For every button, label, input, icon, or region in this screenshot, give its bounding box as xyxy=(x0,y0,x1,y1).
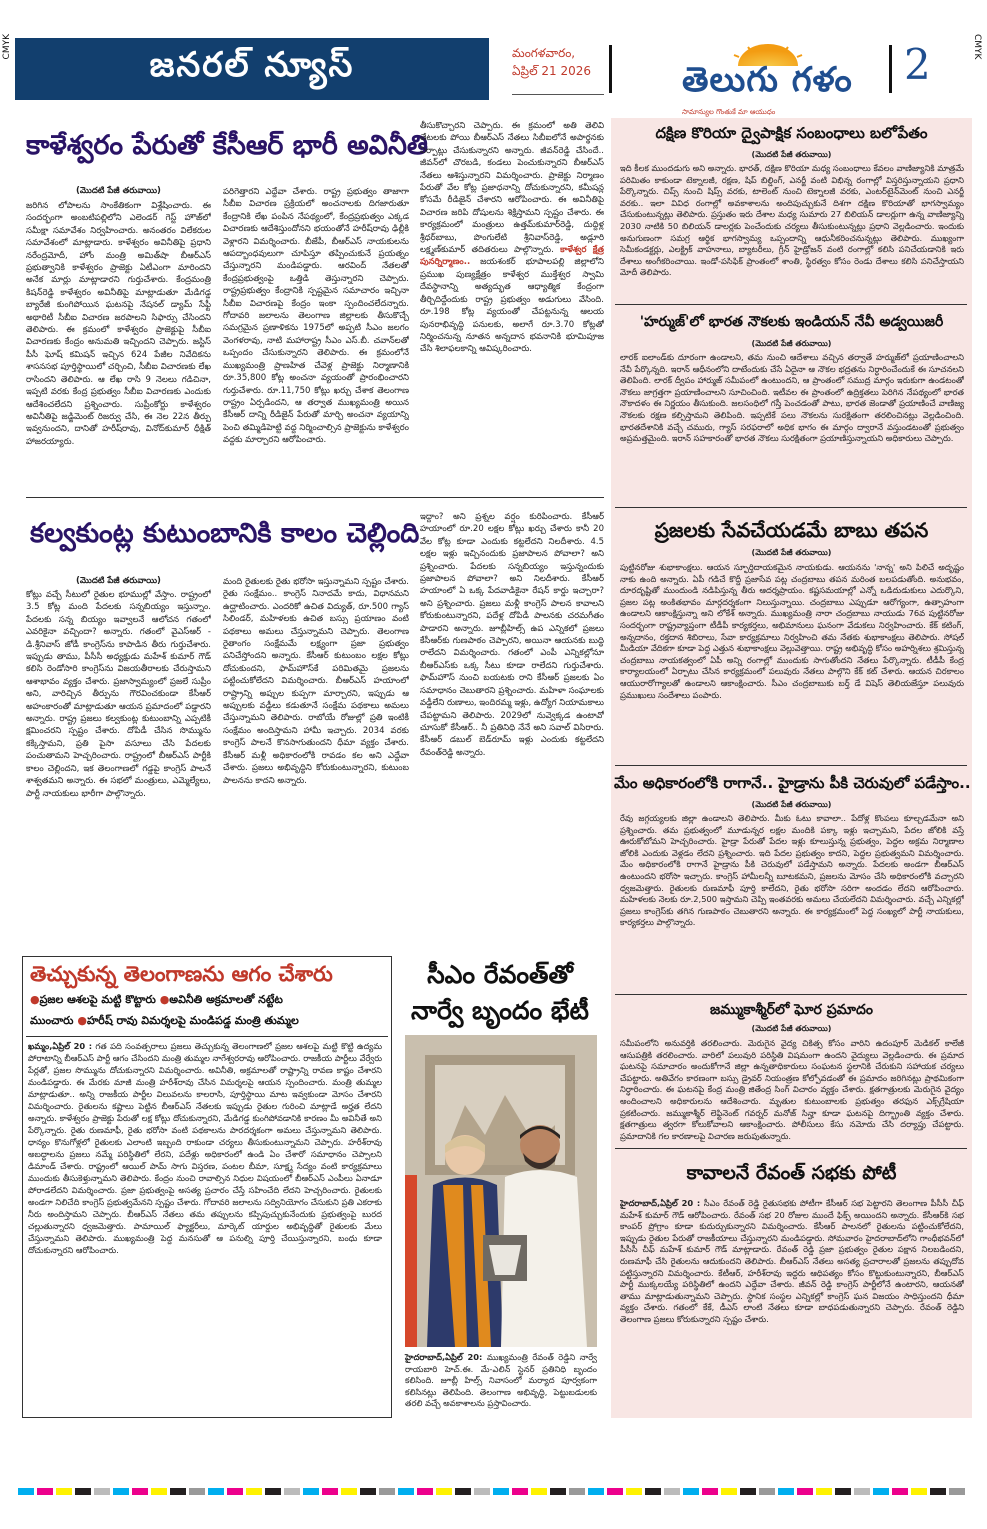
sidebar-s2-kicker: (మొదటి పేజీ తరువాయి) xyxy=(751,339,832,348)
divider xyxy=(615,765,967,766)
sidebar-s3-headline: ప్రజలకు సేవచేయడమే బాబు తపన xyxy=(654,518,929,542)
masthead-logo xyxy=(682,44,862,118)
page-number: 2 xyxy=(904,40,931,89)
date-full: ఏప్రిల్ 21 2026 xyxy=(512,64,592,78)
story4-dateline: హైదరాబాద్,ఏప్రిల్ 20: xyxy=(405,1352,483,1362)
story1-subhead: కాళేశ్వర క్షేత్ర పునర్నిర్మాణం.. xyxy=(420,245,604,268)
divider xyxy=(609,45,612,93)
story4-headline-1: సీఎం రేవంత్‌తో xyxy=(427,960,573,989)
divider xyxy=(615,507,967,508)
story1-column-2: పరిగెత్తారని ఎద్దేవా చేశారు. రాష్ట్ర ప్రభుత్వం తాజాగా సీబీఐ విచారణ ప్రక్రియలో అంచనాలకు దిగజారుతూ కేంద్రానికి లేఖ పంపిన నేపథ్యంలో, కేంద్రప్రభుత్వం ఎక్కడ విచారణకు ఆదేశిస్తుందోనని భయంతోనే హరీష్‌రావు ఢిల్లీకి వెళ్లారని విమర్శించారు. బీజేపీ, బీఆర్ఎస్ నాయకులను ఆపద్బాంధవులుగా చూపిస్తూ తప్పించుకునే ప్రయత్నం చేస్తున్నారని మండిపడ్డారు. ఆరవింద్ నేతలతో కేంద్రప్రభుత్వంపై ఒత్తిడి తెస్తున్నారని చెప్పారు. రాష్ట్రప్రభుత్వం కేంద్రానికి స్పష్టమైన సమాచారం ఇచ్చినా సీబీఐ విచారణపై కేంద్రం ఇంకా స్పందించలేదన్నారు. గోదావరి జలాలను తెలంగాణ జిల్లాలకు తీసుకొచ్చే సమగ్రమైన ప్రణాళికను 1975లో అప్పటి సీఎం జలగం వెంగళరావు, నాటి మహారాష్ట్ర సీఎం ఎస్.బీ. చవాన్‌లతో ఒప్పందం చేసుకున్నారని తెలిపారు. ఈ క్రమంలోనే ముఖ్యమంత్రి ప్రాణహిత చేవెళ్ల ప్రాజెక్టు నిర్మాణానికి రూ.35,800 కోట్ల అంచనా వ్యయంతో ప్రారంభించారని గుర్తుచేశారు. రూ.11,750 కోట్లు ఖర్చు చేశాక తెలంగాణ రాష్ట్రం ఏర్పడిందని, ఆ తర్వాత ముఖ్యమంత్రి అయిన కేసీఆర్ దాన్ని రీడిజైన్ పేరుతో మార్చి అంచనా వ్యయాన్ని పెంచి తమ్మిడిహెట్టి వద్ద నిర్మించాల్సిన ప్రాజెక్టును కాళేశ్వరం వద్దకు మార్చారని ఆరోపించారు. xyxy=(223,187,409,446)
story3-headline: తెచ్చుకున్న తెలంగాణను ఆగం చేశారు xyxy=(30,962,333,986)
story4-headline xyxy=(404,960,596,1032)
sidebar-s1-kicker: (మొదటి పేజీ తరువాయి) xyxy=(751,150,832,159)
date-weekday: మంగళవారం, xyxy=(512,46,576,60)
divider xyxy=(26,1036,388,1037)
sidebar-s3-kicker: (మొదటి పేజీ తరువాయి) xyxy=(751,548,832,557)
sidebar-s6-body xyxy=(620,1198,964,1414)
meeting-photo-illustration xyxy=(405,1035,597,1347)
story1-column-1: జరిగిన లోపాలను సాంకేతికంగా విశ్లేషించారు. ఈ సందర్భంగా అంబటిపల్లిలోని ఎలెండర్ గెస్ట్ హౌజ్‌లో సమీక్షా సమావేశం నిర్వహించారు. అనంతరం విలేకరుల సమావేశంలో మాట్లాడారు. కాళేశ్వరం అవినీతిపై ప్రధాని నరేంద్రమోదీ, హోం మంత్రి అమిత్‌షా బీఆర్ఎస్ ప్రభుత్వానికి కాళేశ్వరం ప్రాజెక్టు ఏటీఎంగా మారిందని అనేక మార్లు మాట్లాడారని గుర్తుచేశారు. కేంద్రమంత్రి కిషన్‌రెడ్డి కాళేశ్వరం అవినీతిపై మాట్లాడుతూ మేడిగడ్డ బ్యారేజీ కుంగిపోయిన ఘటనపై నేషనల్ డ్యామ్ సేఫ్టీ అథారిటీ సీబీఐ విచారణ జరపాలని సిఫార్సు చేసిందని తెలిపారు. ఈ క్రమంలో కాళేశ్వరం ప్రాజెక్టుపై సీబీఐ విచారణకు కేంద్రం అనుమతి ఇచ్చిందని చెప్పారు. జస్టిస్ పీసీ ఘోష్ కమిషన్ ఇచ్చిన 624 పేజీల నివేదికను శాసనసభ పూర్తిస్థాయిలో చర్చించి, సీబీఐ విచారణకు లేఖ రాసిందని తెలిపారు. ఆ లేఖ రాసి 9 నెలలు గడిచినా, ఇప్పటి వరకు కేంద్ర ప్రభుత్వం సీబీఐ విచారణకు ఎందుకు ఆదేశించలేదని ప్రశ్నించారు. సుప్రీంకోర్టు కాళేశ్వరం అవినీతిపై జడ్జిమెంట్ రిజర్వు చేసి, ఈ నెల 22న తీర్పు ఇవ్వనుందని, దానితో హరీష్‌రావు, వినోద్‌కుమార్ ధీక్షిత్ హాజరయ్యారు. xyxy=(26,201,211,447)
sidebar-s1-headline: దక్షిణ కొరియా ద్వైపాక్షిక సంబంధాలు బలోపేతం xyxy=(655,124,928,142)
sidebar-s5-headline: జమ్ముకాశ్మీర్‌లో ఘోర ప్రమాదం xyxy=(710,1002,873,1018)
story4-headline-2: నార్వే బృందం భేటీ xyxy=(411,996,589,1025)
sidebar-s1-body: ఇది కీలక ముందడుగు అని అన్నారు. భారత్, దక్షిణ కొరియా మధ్య సంబంధాలు కేవలం వాణిజ్యానికి మాత్రమే పరిమితం కాకుండా టెక్నాలజీ, రక్షణ, షిప్ బిల్డింగ్, ఎనర్జీ వంటి విభిన్న రంగాల్లో విస్తరిస్తున్నాయని ప్రధాని పేర్కొన్నారు. చిప్స్ నుంచి షిప్స్ వరకు, టాలెంట్ నుంచి టెక్నాలజీ వరకు, ఎంటర్‌టైన్‌మెంట్ నుంచి ఎనర్జీ వరకు.. ఇలా వివిధ రంగాల్లో అవకాశాలను అందిపుచ్చుకునే దిశగా దక్షిణ కొరియాతో భాగస్వామ్యం చేసుకుంటున్నట్లు తెలిపారు. ప్రస్తుతం ఇరు దేశాల మధ్య సుమారు 27 బిలియన్ డాలర్లుగా ఉన్న వాణిజ్యాన్ని 2030 నాటికి 50 బిలియన్ డాలర్లకు పెంచేందుకు చర్యలు తీసుకుంటున్నట్లు ప్రధాని వెల్లడించారు. ఇందుకు అనుగుణంగా సమగ్ర ఆర్థిక భాగస్వామ్య ఒప్పందాన్ని ఆధునీకరించనున్నట్లు తెలిపారు. ముఖ్యంగా సెమీకండక్టర్లు, ఎలక్ట్రిక్ వాహనాలు, బ్యాటరీలు, గ్రీన్ హైడ్రోజన్ వంటి రంగాల్లో కలిసి పనిచేయడానికి ఇరు దేశాలు అంగీకరించాయి. ఇండో-పసిఫిక్ ప్రాంతంలో శాంతి, స్థిరత్వం కోసం రెండు దేశాలు కలిసి పనిచేస్తాయని మోదీ తెలిపారు. xyxy=(620,163,964,278)
section-title-bar xyxy=(15,38,489,100)
sidebar-s4-kicker: (మొదటి పేజీ తరువాయి) xyxy=(751,800,832,809)
sidebar-s4-headline: మేం అధికారంలోకి రాగానే.. హైడ్రాను పీకి చెరువులో పడేస్తాం.. xyxy=(614,774,971,792)
story1-kicker: (మొదటి పేజీ తరువాయి) xyxy=(76,186,161,196)
story3-subheads-2 xyxy=(30,1014,299,1030)
sidebar-s5-kicker: (మొదటి పేజీ తరువాయి) xyxy=(751,1024,832,1033)
story3-sub-d: హరీష్ రావు విమర్శలపై మండిపడ్డ మంత్రి తుమ్మల xyxy=(86,1014,299,1027)
sidebar-s6-text: సీఎం రేవంత్ రెడ్డి రైతుసభకు పోటీగా కేసీఆర్ సభ పెట్టారని తెలంగాణ పీసీసీ చీఫ్ మహేశ్ కుమార్ గౌడ్ ఆరోపించారు. రేవంత్ సభ 20 రోజుల ముందే ఫిక్స్ అయిందని అన్నారు. కేసీఆర్‌కి సభ కాంపర్ ప్రోగ్రాం కూడా కుదుర్చుకున్నారని విమర్శించారు. కేసీఆర్ పాలనలో రైతులను పట్టించుకోలేదని, ఇప్పుడు రైతుల పేరుతో రాజకీయాలు చేస్తున్నారని మండిపడ్డారు. సోమవారం హైదరాబాద్‌లోని గాంధీభవన్‌లో పీసీసీ చీఫ్ మహేశ్ కుమార్ గౌడ్ మాట్లాడారు. రేవంత్ రెడ్డి ప్రజా ప్రభుత్వం రైతుల పక్షాన నిలబడిందని, రుణమాఫీ చేసి రైతులను ఆదుకుందని తెలిపారు. బీఆర్ఎస్ నేతలు అసత్య ప్రచారాలతో ప్రజలను తప్పుదోవ పట్టిస్తున్నారని విమర్శించారు. కేటీఆర్, హరీశ్‌రావు ఇద్దరు ఆధిపత్యం కోసం కొట్టుకుంటున్నారని, బీఆర్ఎస్ పార్టీ ముక్కలయ్యే పరిస్థితిలో ఉందని ఎద్దేవా చేశారు. జీవన్ రెడ్డి కాంగ్రెస్ పార్టీలోనే ఉంటారని, ఆయనతో తాము మాట్లాడుతున్నామని చెప్పారు. స్థానిక సంస్థల ఎన్నికల్లో కాంగ్రెస్ ఘన విజయం సాధిస్తుందని ధీమా వ్యక్తం చేశారు. గతంలో కేకే, డీఎస్ లాంటి నేతలు కూడా బాధపడుతున్నారని చెప్పారు. రేవంత్ రెడ్డిని తెలంగాణ ప్రజలు కోరుకున్నారని స్పష్టం చేశారు. xyxy=(620,1198,964,1324)
sidebar-s2-headline: 'హర్ముజ్'లో భారత నౌకలకు ఇండియన్ నేవీ అడ్వయిజరీ xyxy=(639,314,944,330)
cmyk-mark-right: CMYK xyxy=(972,34,982,60)
story2-column-3: ఇద్దాం? అని ప్రశ్నల వర్షం కురిపించారు. కేసీఆర్ హయాంలో రూ.20 లక్షల కోట్లు ఖర్చు చేశారు కానీ 20 వేల కోట్ల కూడా ఎందుకు కట్టలేదని నిలదీశారు. 4.5 లక్షల ఇళ్లు ఇచ్చినందుకు ప్రజాపాలన పోవాలా? అని ప్రశ్నించారు. పేదలకు సన్నబియ్యం ఇస్తున్నందుకు ప్రజాపాలన పోవాలా? అని నిలదీశారు. కేసీఆర్ హయాంలో ఏ ఒక్క పేదవాడికైనా రేషన్ కార్డు ఇచ్చారా? అని ప్రశ్నించారు. ప్రజలు మళ్లీ కాంగ్రెస్ పాలన కావాలని కోరుకుంటున్నారని, పదేళ్ల దోపిడీ పాలనకు చరమగీతం పాడారని అన్నారు. జూబ్లీహిల్స్ ఉప ఎన్నికలో ప్రజలు కేసీఆర్‌కు గుణపాఠం చెప్పారని, అయినా ఆయనకు బుద్ధి రాలేదని విమర్శించారు. గతంలో ఎంపీ ఎన్నికల్లోనూ బీఆర్ఎస్‌కు ఒక్క సీటు కూడా రాలేదని గుర్తుచేశారు. ఫామ్‌హౌస్ నుంచి బయటకు రాని కేసీఆర్ ప్రజలకు ఏం సమాధానం చెబుతారని ప్రశ్నించారు. మహిళా సంఘాలకు వడ్డీలేని రుణాలు, ఇందిరమ్మ ఇళ్లు, ఉద్యోగ నియామకాలు చేపట్టామని తెలిపారు. 2029లో నువ్వెక్కడ ఉంటావో చూసుకో కేసీఆర్.. నీ ప్రతినిధి నేనే అని సవాల్ విసిరారు. కేసీఆర్ డబుల్ బెడ్‌రూమ్ ఇళ్లు ఎందుకు కట్టలేదని రేవంత్‌రెడ్డి అన్నారు. xyxy=(420,512,604,758)
sidebar-s5-body: సమీపంలోని అనువర్తికి తరలించారు. మెరుగైన వైద్య చికిత్స కోసం వారిని ఉదంపూర్ మెడికల్ కాలేజీ ఆసుపత్రికి తరలించారు. వారిలో పలువురి పరిస్థితి విషమంగా ఉందని వైద్యులు వెల్లడించారు. ఈ ప్రమాద ఘటనపై సమాచారం అందుకోగానే జిల్లా ఉన్నతాధికారులు సంఘటన స్థలానికి చేరుకుని సహాయక చర్యలు చేపట్టారు. అతివేగం కారణంగా బస్సు డ్రైవర్ నియంత్రణ కోల్పోవడంతో ఈ ప్రమాదం జరిగినట్లు ప్రాథమికంగా నిర్ధారించారు. ఈ ఘటనపై కేంద్ర మంత్రి జితేంద్ర సింగ్ విచారం వ్యక్తం చేశారు. క్షతగాత్రులకు మెరుగైన వైద్యం అందించాలని అధికారులను ఆదేశించారు. మృతుల కుటుంబాలకు ప్రభుత్వం తరఫున ఎక్స్‌గ్రేషియా ప్రకటించారు. జమ్ముకాశ్మీర్ లెఫ్టినెంట్ గవర్నర్ మనోజ్ సిన్హా కూడా ఘటనపై దిగ్భ్రాంతి వ్యక్తం చేశారు. క్షతగాత్రులు త్వరగా కోలుకోవాలని ఆకాంక్షించారు. పోలీసులు కేసు నమోదు చేసి దర్యాప్తు చేపట్టారు. ప్రమాదానికి గల కారణాలపై విచారణ జరుపుతున్నారు. xyxy=(620,1038,964,1141)
logo-tagline: సామాన్యుల గొంతుకే మా ఆయుధం xyxy=(682,108,776,116)
story4-caption-text: ముఖ్యమంత్రి రేవంత్ రెడ్డిని నార్వే రాయబారి హెచ్.ఈ. మే-ఎలిన్ స్టెనర్ ప్రతినిధి బృందం కలిసింది. జూబ్లీ హిల్స్ నివాసంలో మర్యాద పూర్వకంగా కలిసినట్లు తెలిపింది. తెలంగాణ అభివృద్ధి, పెట్టుబడులకు తరలి వచ్చే అవకాశాలను ప్రస్తావించారు. xyxy=(405,1352,597,1408)
news-photo xyxy=(405,1035,597,1347)
bullet-icon: ● xyxy=(159,993,170,1006)
logo-wordmark: తెలుగు గళం xyxy=(682,60,853,100)
story2-column-1: కోట్లు వచ్చే సీటులో రైతుల భూముల్లో వేస్తాం. రాష్ట్రంలో 3.5 కోట్ల మంది పేదలకు సన్నబియ్యం ఇస్తున్నాం. పేదలకు సన్న బియ్యం ఇవ్వాలనే ఆలోచన గతంలో ఎవరికైనా వచ్చిందా? అన్నారు. గతంలో వైఎస్ఆర్ - డి.శ్రీనివాస్ జోడీ కాంగ్రెస్‌ను కాపాడిన తీరు గుర్తుచేశారు. ఇప్పుడు తాము, పీసీసీ అధ్యక్షుడు మహేశ్ కుమార్ గౌడ్ కలిసి రెండోసారి కాంగ్రెస్‌ను విజయతీరాలకు చేరుస్తామని ఆశాభావం వ్యక్తం చేశారు. ప్రజాస్వామ్యంలో ప్రజలే సుప్రీం అని, వారిచ్చిన తీర్పును గౌరవించకుండా కేసీఆర్ అహంకారంతో మాట్లాడుతూ ఆయన ప్రమాదంలో పడ్డారని అన్నారు. రాష్ట్ర ప్రజలు కల్వకుంట్ల కుటుంబాన్ని ఎప్పటికీ క్షమించరని స్పష్టం చేశారు. దోపిడీ చేసిన సొమ్మును కక్కిస్తామని, ప్రతి పైసా వసూలు చేసి పేదలకు పంచుతామని హెచ్చరించారు. రాష్ట్రంలో బీఆర్ఎస్ పార్టీకి కాలం చెల్లిందని, ఇక తెలంగాణలో గడ్డపై కాంగ్రెస్ పాలనే శాశ్వతమని అన్నారు. ఈ సభలో మంత్రులు, ఎమ్మెల్యేలు, పార్టీ నాయకులు భారీగా పాల్గొన్నారు. xyxy=(26,590,211,799)
sidebar-s4-body: రేవు జగ్గయ్యలకు జిల్లా ఉండాలని తెలిపారు. మీకు ఓటు కావాలా.. పేదోళ్ల కొంపలు కూల్చడమేనా అని ప్రశ్నించారు. తమ ప్రభుత్వంలో మూడున్నర లక్షల మందికి పక్కా ఇళ్లు ఇచ్చామని, పేదల జోలికి వస్తే ఊరుకోబోమని హెచ్చరించారు. హైడ్రా పేరుతో పేదల ఇళ్లు కూలుస్తున్న ప్రభుత్వం, పెద్దల అక్రమ నిర్మాణాల జోలికి ఎందుకు వెళ్లడం లేదని ప్రశ్నించారు. ఇది పేదల ప్రభుత్వం కాదని, పెద్దల ప్రభుత్వమని విమర్శించారు. మేం అధికారంలోకి రాగానే హైడ్రాను పీకి చెరువులో పడేస్తామని అన్నారు. పేదలకు అండగా బీఆర్ఎస్ ఉంటుందని భరోసా ఇచ్చారు. కాంగ్రెస్ హామీలన్నీ బూటకమని, ప్రజలను మోసం చేసి అధికారంలోకి వచ్చారని ధ్వజమెత్తారు. రైతులకు రుణమాఫీ పూర్తి కాలేదని, రైతు భరోసా సరిగా అందడం లేదని ఆరోపించారు. మహిళలకు నెలకు రూ.2,500 ఇస్తామని చెప్పి ఇంతవరకు అమలు చేయలేదని విమర్శించారు. వచ్చే ఎన్నికల్లో ప్రజలు కాంగ్రెస్‌కు తగిన గుణపాఠం చెబుతారని అన్నారు. ఈ కార్యక్రమంలో పెద్ద సంఖ్యలో పార్టీ నాయకులు, కార్యకర్తలు పాల్గొన్నారు. xyxy=(620,813,964,928)
divider xyxy=(615,1148,967,1149)
sidebar-s6-headline: కావాలనే రేవంత్ సభకు పోటీ xyxy=(686,1162,897,1184)
story2-column-2: మంది రైతులకు రైతు భరోసా ఇస్తున్నామని స్పష్టం చేశారు. రైతు సంక్షేమం.. కాంగ్రెస్ నినాదమే కాదు, విధానమని ఉద్ఘాటించారు. ఎందరికో ఉచిత విద్యుత్, రూ.500 గ్యాస్ సిలిండర్, మహిళలకు ఉచిత బస్సు ప్రయాణం వంటి పథకాలు అమలు చేస్తున్నామని చెప్పారు. తెలంగాణ రైతాంగం సంక్షేమమే లక్ష్యంగా ప్రజా ప్రభుత్వం పనిచేస్తోందని అన్నారు. కేసీఆర్ కుటుంబం లక్షల కోట్లు దోచుకుందని, ఫామ్‌హౌస్‌కే పరిమితమై ప్రజలను పట్టించుకోలేదని విమర్శించారు. బీఆర్ఎస్ హయాంలో రాష్ట్రాన్ని అప్పుల కుప్పగా మార్చారని, ఇప్పుడు ఆ అప్పులకు వడ్డీలు కడుతూనే సంక్షేమ పథకాలు అమలు చేస్తున్నామని తెలిపారు. రాబోయే రోజుల్లో ప్రతి ఇంటికీ సంక్షేమం అందిస్తామని హామీ ఇచ్చారు. 2034 వరకు కాంగ్రెస్ పాలనే కొనసాగుతుందని ధీమా వ్యక్తం చేశారు. కేసీఆర్ మళ్లీ అధికారంలోకి రావడం కల అని ఎద్దేవా చేశారు. ప్రజలు అభివృద్ధిని కోరుకుంటున్నారని, కుటుంబ పాలనను కాదని అన్నారు. xyxy=(223,577,409,786)
sidebar-s3-body: పుట్టినరోజు శుభాకాంక్షలు. ఆయన స్ఫూర్తిదాయకమైన నాయకుడు. ఆయనను 'నాన్న' అని పిలిచే అదృష్టం నాకు ఉంది అన్నారు. ఏపీ గడిచే కొద్దీ ప్రజాసేవ పట్ల చంద్రబాబు తపన మరింత బలపడుతోంది. అనుభవం, దూరదృష్టితో ముందుండి నడిపిస్తున్న తీరు ఆదర్శప్రాయం. కష్టసమయాల్లో ఎన్నో ఒడిదుడుకులు ఎదుర్కొని, ప్రజల పట్ల అంకితభావం మార్గదర్శకంగా నిలుస్తున్నాయి. చంద్రబాబు ఎప్పుడూ ఆరోగ్యంగా, ఉత్సాహంగా ఉండాలని ఆకాంక్షిస్తున్నా అని లోకేశ్ అన్నారు. ముఖ్యమంత్రి నారా చంద్రబాబు నాయుడు 76వ పుట్టినరోజు సందర్భంగా రాష్ట్రవ్యాప్తంగా టీడీపీ కార్యకర్తలు, అభిమానులు ఘనంగా వేడుకలు నిర్వహించారు. కేక్ కటింగ్, అన్నదానం, రక్తదాన శిబిరాలు, సేవా కార్యక్రమాలు నిర్వహించి తమ నేతకు శుభాకాంక్షలు తెలిపారు. సోషల్ మీడియా వేదికగా కూడా పెద్ద ఎత్తున శుభాకాంక్షలు వెల్లువెత్తాయి. రాష్ట్ర అభివృద్ధి కోసం అహర్నిశలు శ్రమిస్తున్న చంద్రబాబు నాయకత్వంలో ఏపీ అన్ని రంగాల్లో ముందుకు సాగుతోందని నేతలు పేర్కొన్నారు. టీడీపీ కేంద్ర కార్యాలయంలో ఏర్పాటు చేసిన కార్యక్రమంలో పలువురు నేతలు పాల్గొని కేక్ కట్ చేశారు. ఆయన చిరకాలం ఆయురారోగ్యాలతో ఉండాలని ఆకాంక్షించారు. సీఎం చంద్రబాబుకు బర్త్ డే విషెస్ తెలియజేస్తూ పలువురు ప్రముఖులు సందేశాలు పంపారు. xyxy=(620,562,964,700)
section-title: జనరల్ న్యూస్ xyxy=(149,45,355,85)
story2-headline: కల్వకుంట్ల కుటుంబానికి కాలం చెల్లింది xyxy=(30,518,420,549)
cmyk-mark-left: CMYK xyxy=(2,34,12,60)
story3-sub-a: ప్రజల ఆశలపై మట్టి కొట్టారు xyxy=(39,993,156,1006)
divider xyxy=(26,497,604,498)
bullet-icon: ● xyxy=(77,1014,87,1027)
story1-column-3 xyxy=(420,120,604,487)
story1-col3-text: తీసుకొచ్చారని చెప్పారు. ఈ క్రమంలో అతి తెలివి తేటలకు పోయి బీఆర్ఎస్ నేతలు సిబీఐలోనే అపార్థనకు ఏర్పాట్లు చేసుకున్నారని అన్నారు. జీవన్‌రెడ్డి చేసిందే.. జీవన్‌లో చొరబడి, కండలు పెంచుకున్నారని బీఆర్ఎస్ నేతలు ఆశిస్తున్నారని విమర్శించారు. ప్రాజెక్టు నిర్మాణం పేరుతో వేల కోట్ల ప్రజాధనాన్ని దోచుకున్నారని, కమీషన్ల కోసమే రీడిజైన్ చేశారని ఆరోపించారు. ఈ అవినీతిపై విచారణ జరిపి దోషులను శిక్షిస్తామని స్పష్టం చేశారు. ఈ కార్యక్రమంలో మంత్రులు ఉత్తమ్‌కుమార్‌రెడ్డి, దుద్దిళ్ల శ్రీధర్‌బాబు, పొంగులేటి శ్రీనివాస్‌రెడ్డి, అడ్లూరి లక్ష్మణ్‌కుమార్ తదితరులు పాల్గొన్నారు. xyxy=(420,121,604,256)
issue-date xyxy=(512,44,612,95)
story3-sub-b: అవినీతి అక్రమాలతో నట్టేట xyxy=(169,993,283,1006)
story4-caption xyxy=(405,1352,597,1410)
divider xyxy=(615,304,967,305)
divider xyxy=(615,994,967,995)
story3-subheads-1 xyxy=(30,993,283,1009)
sidebar-s2-body: లారక్ ఐలాండ్‌కు దూరంగా ఉండాలని, తమ నుంచి ఆదేశాలు వచ్చిన తర్వాతే హర్ముజ్‌లో ప్రయాణించాలని నేవీ పేర్కొన్నది. ఇరాన్ ఆధీనంలోని దాటేందుకు చేసే ఏదైనా ఆ నౌకల భద్రతను నిర్ధారించేందుకే ఈ సూచనలని తెలిపింది. లారక్ ద్వీపం హార్ముజ్ సమీపంలో ఉంటుందని, ఆ ప్రాంతంలో సముద్ర మార్గం ఇరుకుగా ఉండటంతో నౌకలు జాగ్రత్తగా ప్రయాణించాలని సూచించింది. ఇటీవల ఈ ప్రాంతంలో ఉద్రిక్తతలు పెరిగిన నేపథ్యంలో భారత నౌకాదళం ఈ నిర్ణయం తీసుకుంది. జలసంధిలో గస్తీ పెంచడంతో పాటు, భారత జెండాతో ప్రయాణించే వాణిజ్య నౌకలకు రక్షణ కల్పిస్తామని తెలిపింది. ఇప్పటికే పలు నౌకలను సురక్షితంగా తరలించినట్లు వెల్లడించింది. భారతదేశానికి వచ్చే చమురు, గ్యాస్ సరఫరాలో అధిక భాగం ఈ మార్గం ద్వారానే వస్తుండటంతో ప్రభుత్వం అప్రమత్తమైంది. ఇరాన్ సహకారంతో భారత నౌకలు సురక్షితంగా ప్రయాణిస్తున్నాయని అధికారులు చెప్పారు. xyxy=(620,352,964,444)
divider xyxy=(889,45,892,93)
print-color-strip xyxy=(18,1488,968,1495)
story3-sub-c: ముంచారు xyxy=(30,1014,74,1027)
bullet-icon: ● xyxy=(30,993,40,1006)
sidebar-s6-dateline: హైదరాబాద్,ఏప్రిల్ 20 : xyxy=(620,1198,701,1208)
story3-body xyxy=(28,1040,382,1410)
story1-headline: కాళేశ్వరం పేరుతో కేసీఆర్ భారీ అవినీతి xyxy=(26,130,429,161)
story3-text: గత పది సంవత్సరాలు ప్రజలు తెచ్చుకున్న తెలంగాణలో ప్రజల ఆశలపై మట్టి కొట్టి ఉద్యమ పోరాటాన్ని బీఆర్ఎస్ పార్టీ ఆగం చేసిందని మంత్రి తుమ్మల నాగేశ్వరరావు ఆరోపించారు. రాజకీయ పార్టీలు వేర్వేరు పేర్లతో, ప్రజల సొమ్మును దోచుకున్నారని విమర్శించారు. అవినీతి, అక్రమాలతో రాష్ట్రాన్ని రావణ కాష్టం చేశారని మండిపడ్డారు. ఈ మేరకు మాజీ మంత్రి హరీశ్‌రావు చేసిన విమర్శలపై ఆయన స్పందించారు. మంత్రి తుమ్మల మాట్లాడుతూ.. అన్ని రాజకీయ పార్టీల విలువలను కాలరాసి, పూర్తిస్థాయి మాట ఇవ్వకుండా మోసం చేశారని విమర్శించారు. రైతులను కష్టాలు పెట్టిన బీఆర్ఎస్ నేతలకు ఇప్పుడు రైతుల గురించి మాట్లాడే అర్హత లేదని అన్నారు. కాళేశ్వరం ప్రాజెక్టు పేరుతో లక్ష కోట్లు దోచుకున్నారని, మేడిగడ్డ కుంగిపోవడానికి కారణం మీ అవినీతే అని పేర్కొన్నారు. రైతు రుణమాఫీ, రైతు భరోసా వంటి పథకాలను పారదర్శకంగా అమలు చేస్తున్నామని తెలిపారు. ధాన్యం కొనుగోళ్లలో రైతులకు ఎలాంటి ఇబ్బంది రాకుండా చర్యలు తీసుకుంటున్నామని చెప్పారు. హరీశ్‌రావు అబద్ధాలను ప్రజలు నమ్మే పరిస్థితిలో లేరని, పదేళ్లు అధికారంలో ఉండి ఏం చేశారో సమాధానం చెప్పాలని డిమాండ్ చేశారు. రాష్ట్రంలో ఆయిల్ పామ్ సాగు విస్తరణ, పంటల బీమా, సూక్ష్మ సేద్యం వంటి కార్యక్రమాలు ముందుకు తీసుకెళ్తున్నామని తెలిపారు. కేంద్రం నుంచి రావాల్సిన నిధుల విషయంలో బీఆర్ఎస్ ఎంపీలు ఏనాడూ పోరాడలేదని విమర్శించారు. ప్రజా ప్రభుత్వంపై అసత్య ప్రచారం చేస్తే సహించేది లేదని హెచ్చరించారు. రైతులకు అండగా నిలిచేది కాంగ్రెస్ ప్రభుత్వమేనని స్పష్టం చేశారు. గోదావరి జలాలను సద్వినియోగం చేసుకుని ప్రతి ఎకరాకు నీరు అందిస్తామని చెప్పారు. బీఆర్ఎస్ నేతలు తమ తప్పులను కప్పిపుచ్చుకునేందుకు ప్రభుత్వంపై బురద చల్లుతున్నారని ధ్వజమెత్తారు. పామాయిల్ ఫ్యాక్టరీలు, మార్కెట్ యార్డుల అభివృద్ధితో రైతులకు మేలు చేస్తున్నామని తెలిపారు. ముఖ్యమంత్రి పెద్ద మనసుతో ఆ పనుల్ని పూర్తి చేయిస్తున్నారని, బంధు కూడా దోచుకున్నారని ఆరోపించారు. xyxy=(28,1041,382,1255)
story1-col3-text-2: జయశంకర్ భూపాలపల్లి జిల్లాలోని ప్రముఖ పుణ్యక్షేత్రం కాళేశ్వర ముక్తేశ్వర స్వామి దేవస్థానాన్ని అత్యద్భుత ఆధ్యాత్మిక కేంద్రంగా తీర్చిదిద్దేందుకు రాష్ట్ర ప్రభుత్వం అడుగులు వేసింది. రూ.198 కోట్ల వ్యయంతో చేపట్టనున్న ఆలయ పునరాభివృద్ధి పనులకు, అలాగే రూ.3.70 కోట్లతో నిర్మించనున్న నూతన అన్నదాన భవనానికి భూమిపూజ చేసి శిలాఫలకాన్ని ఆవిష్కరించారు. xyxy=(420,257,604,355)
story2-kicker: (మొదటి పేజీ తరువాయి) xyxy=(76,576,161,586)
story3-dateline: ఖమ్మం,ఏప్రిల్ 20 : xyxy=(28,1041,93,1051)
